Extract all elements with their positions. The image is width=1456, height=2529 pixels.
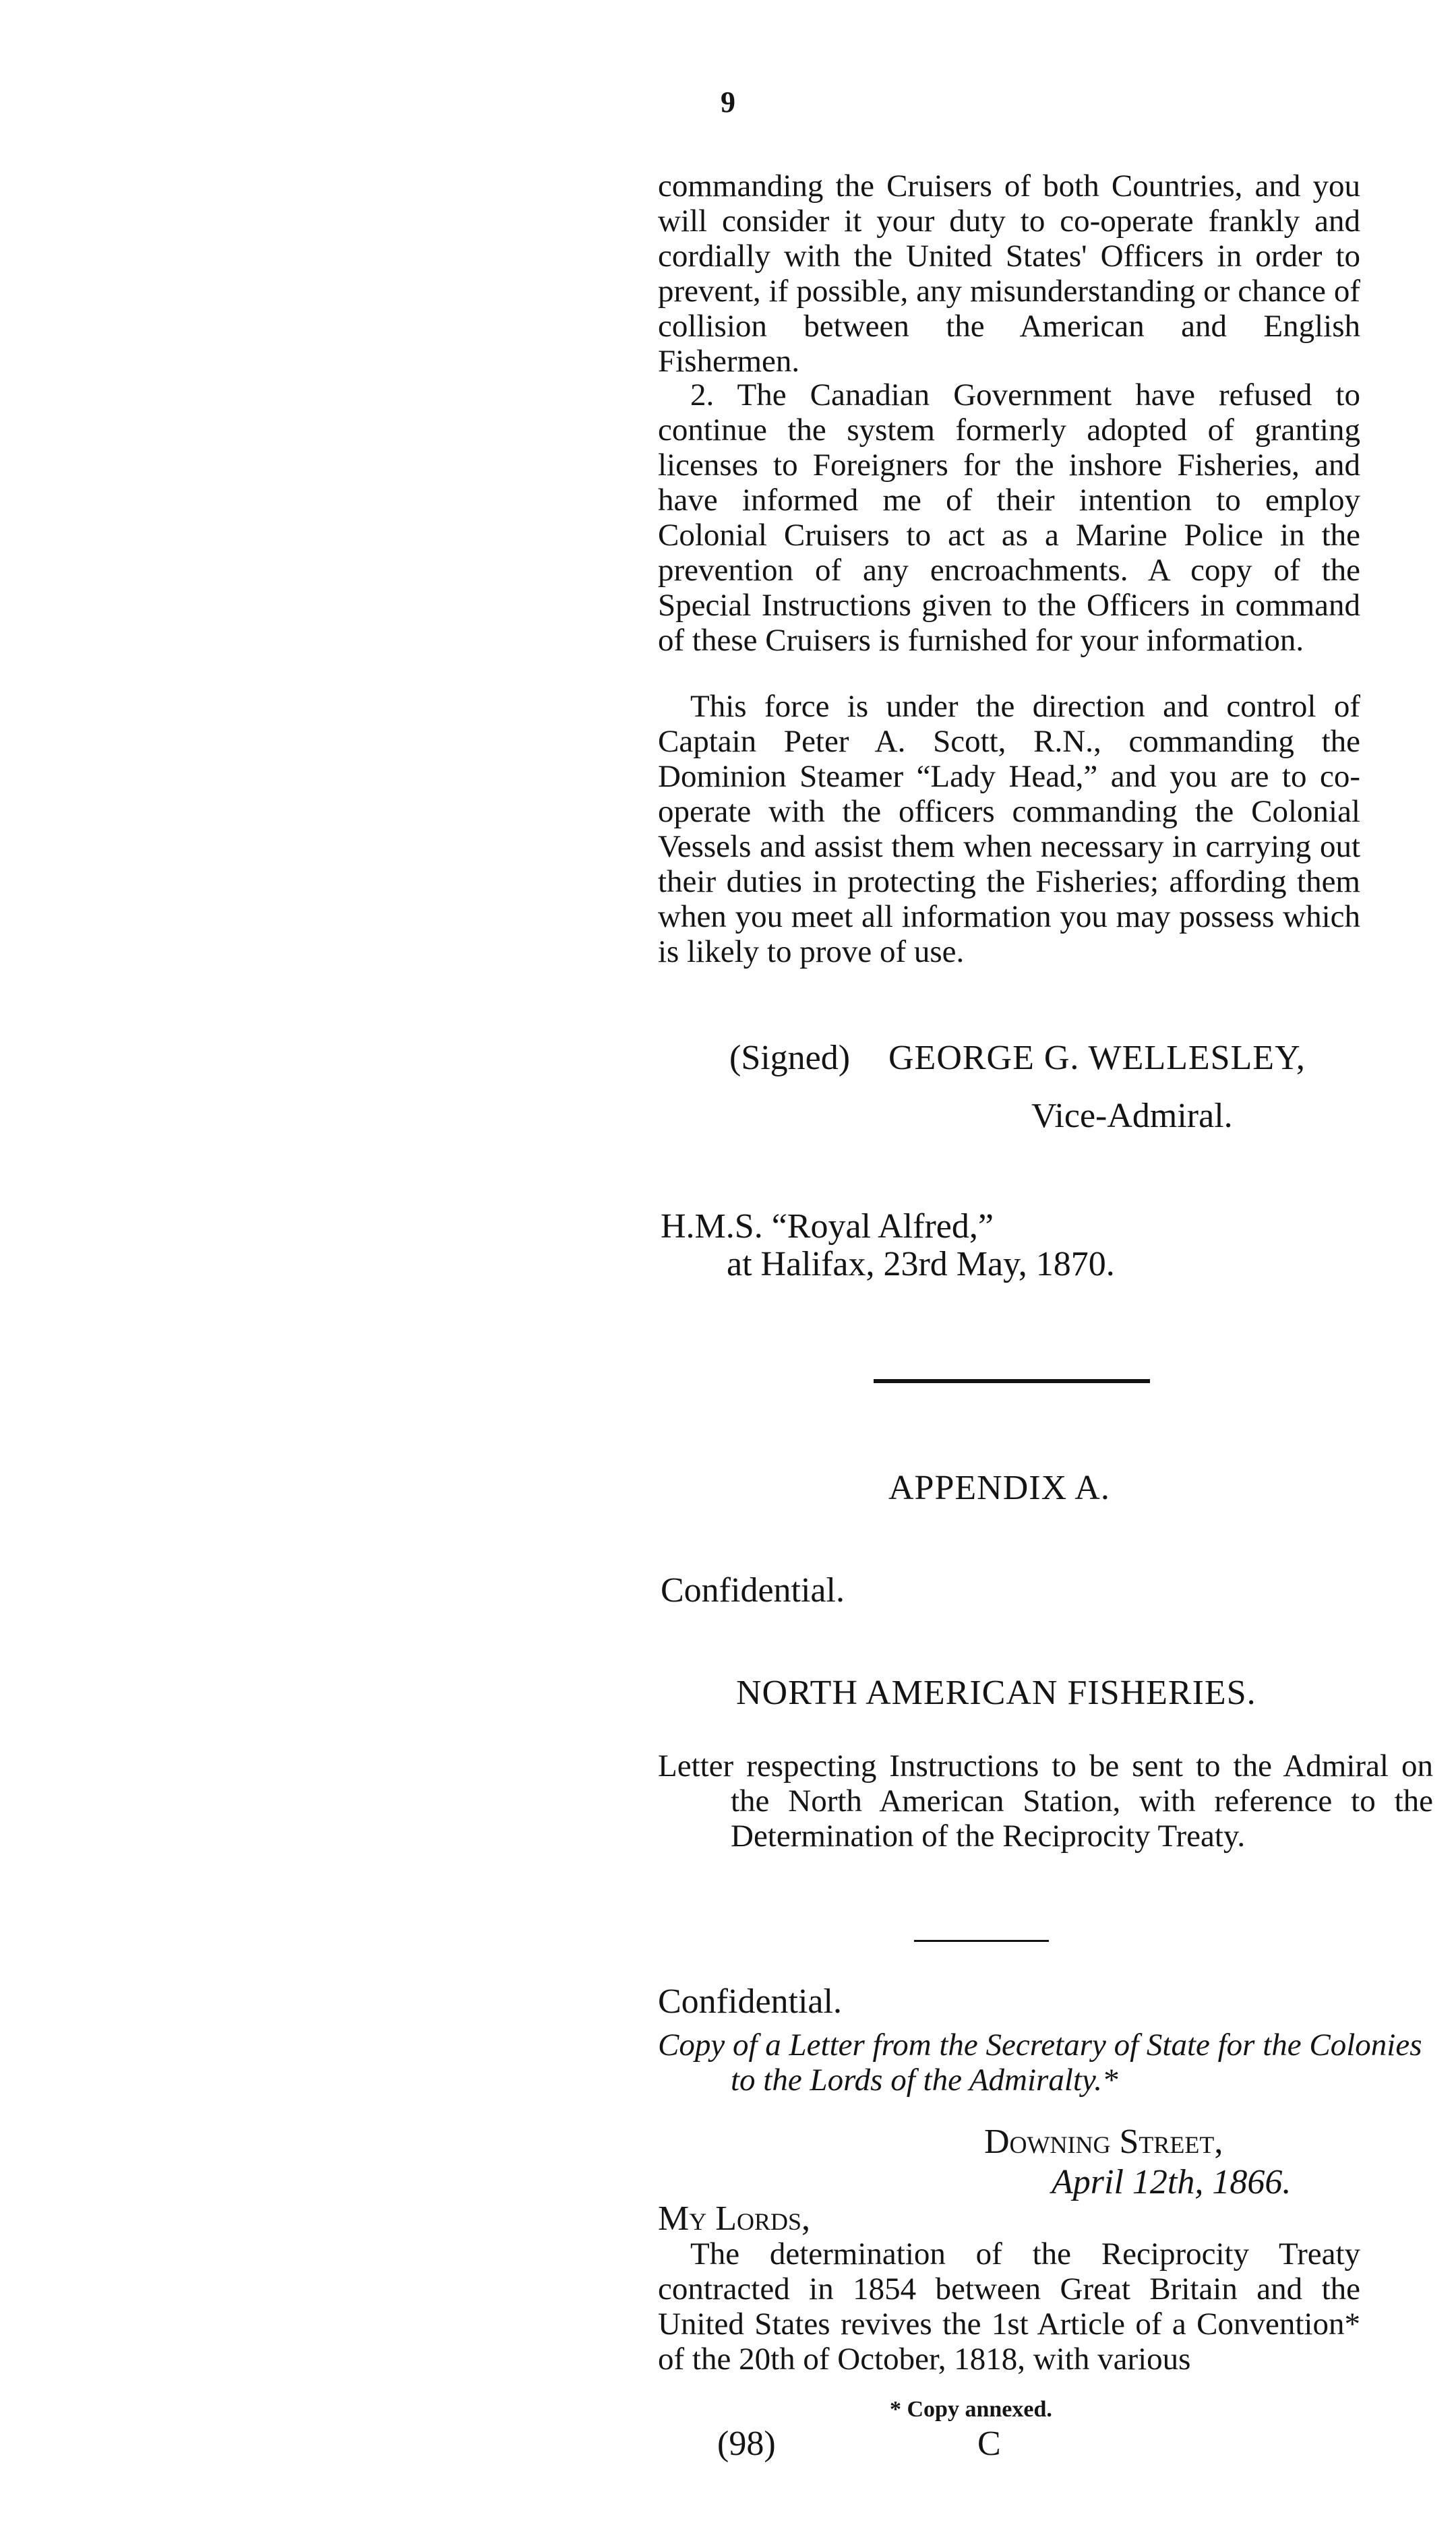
signed-label: (Signed)	[729, 1039, 851, 1077]
document-subject: Letter respecting Instructions to be sent to the Admiral on the North American Station, with reference to the Determination of the Reciprocity Treaty.	[658, 1748, 1433, 1854]
page-number: 9	[721, 86, 735, 119]
letter-address: Downing Street,	[984, 2123, 1223, 2161]
letter-paragraph-2: 2. The Canadian Government have refused to continue the system formerly adopted of granting licenses to Foreigners for the inshore Fisheries, and have informed me of their intention to employ Colonial Cruisers to act as a Marine Police in the prevention of any encroachments. A copy of the Special Instructions given to the Officers in command of these Cruisers is furnished for your information.	[658, 377, 1360, 658]
footer-signature-mark: (98)	[717, 2425, 776, 2463]
letter-body: The determination of the Reciprocity Treaty contracted in 1854 between Great Britain and the United States revives the 1st Article of a Convention* of the 20th of October, 1818, with various	[658, 2236, 1360, 2377]
place-date: at Halifax, 23rd May, 1870.	[727, 1245, 1115, 1283]
salutation: My Lords,	[658, 2199, 811, 2238]
letter-paragraph-3: This force is under the direction and control of Captain Peter A. Scott, R.N., commanding the Dominion Steamer “Lady Head,” and you are to co-operate with the officers commanding the Colonial Vessels and assist them when necessary in carrying out their duties in protecting the Fisheries; affording them when you meet all information you may possess which is likely to prove of use.	[658, 689, 1360, 969]
confidential-label-2: Confidential.	[658, 1982, 842, 2021]
letter-date: April 12th, 1866.	[1052, 2163, 1292, 2201]
footer-gathering-letter: C	[977, 2425, 1001, 2463]
signatory-rank: Vice-Admiral.	[1031, 1097, 1233, 1135]
ship-name: H.M.S. “Royal Alfred,”	[661, 1207, 994, 1246]
document-title: NORTH AMERICAN FISHERIES.	[736, 1674, 1256, 1712]
signatory-name: GEORGE G. WELLESLEY,	[888, 1039, 1306, 1077]
copy-heading: Copy of a Letter from the Secretary of State for the Colonies to the Lords of the Admiralty.*	[658, 2028, 1422, 2098]
letter-paragraph-1: commanding the Cruisers of both Countries, and you will consider it your duty to co-operate frankly and cordially with the United States' Officers in order to prevent, if possible, any misunderstanding or chance of collision between the American and English Fishermen.	[658, 169, 1360, 379]
section-divider	[874, 1379, 1150, 1383]
short-divider	[914, 1940, 1049, 1942]
footnote: * Copy annexed.	[890, 2397, 1052, 2422]
confidential-label: Confidential.	[661, 1571, 845, 1610]
appendix-heading: APPENDIX A.	[888, 1469, 1110, 1507]
